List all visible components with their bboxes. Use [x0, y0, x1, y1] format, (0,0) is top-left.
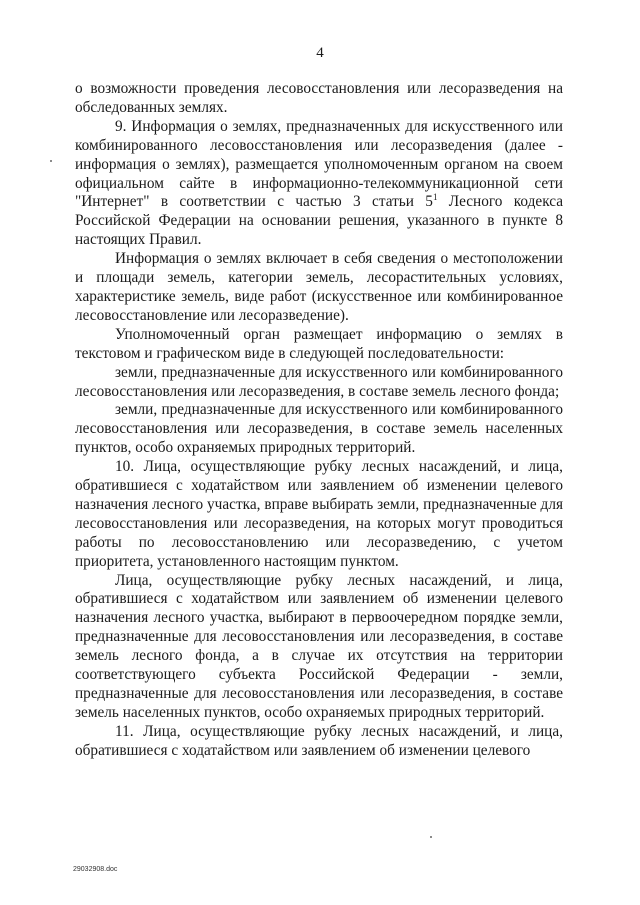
document-body — [75, 80, 563, 761]
page-number: 4 — [316, 45, 324, 61]
clause-9-text: 9. Информация о землях, предназначенных для искусственного или комбинированного лесовосстановления или лесоразведения (далее - информация о землях), размещается уполномоченным органом на своем официальном сайте в информационно-телекоммуникационной сети "Интернет" в соответствии с частью 3 статьи 5 — [75, 117, 563, 211]
scan-speck — [50, 160, 52, 162]
clause-9-text-end: Лесного кодекса Российской Федерации на основании решения, указанного в пункте 8 настоящих Правил. — [75, 193, 564, 249]
paragraph-clause-10: 10. Лица, осуществляющие рубку лесных насаждений, и лица, обратившиеся с ходатайством или заявлением об изменении целевого назначения лесного участка, вправе выбирать земли, предназначенные для лесовосстановления или лесоразведения, на которых могут проводиться работы по лесовосстановлению или лесоразведению, с учетом приоритета, установленного настоящим пунктом. — [75, 458, 563, 570]
scan-speck — [430, 836, 432, 838]
paragraph-publication-order: Уполномоченный орган размещает информацию о землях в текстовом и графическом виде в следующей последовательности: — [75, 325, 563, 362]
paragraph-forest-fund-lands: земли, предназначенные для искусственного или комбинированного лесовосстановления или лесоразведения, в составе земель лесного фонда; — [75, 363, 563, 400]
paragraph-land-info: Информация о землях включает в себя сведения о местоположении и площади земель, категории земель, лесорастительных условиях, характеристике земель, виде работ (искусственное или комбинированное лесовосстановление или лесоразведение). — [75, 250, 563, 324]
paragraph-clause-9 — [75, 118, 563, 250]
paragraph-priority-order: Лица, осуществляющие рубку лесных насаждений, и лица, обратившиеся с ходатайством или заявлением об изменении целевого назначения лесного участка, выбирают в первоочередном порядке земли, предназначенные для лесовосстановления или лесоразведения, в составе земель лесного фонда, а в случае их отсутствия на территории соответствующего субъекта Российской Федерации - земли, предназначенные для лесовосстановления или лесоразведения, в составе земель населенных пунктов, особо охраняемых природных территорий. — [75, 571, 563, 721]
paragraph-continuation: о возможности проведения лесовосстановления или лесоразведения на обследованных землях. — [75, 80, 563, 116]
paragraph-settlement-lands: земли, предназначенные для искусственного или комбинированного лесовосстановления или лесоразведения, в составе земель населенных пунктов, особо охраняемых природных территорий. — [75, 401, 563, 457]
article-superscript: 1 — [432, 192, 438, 203]
paragraph-clause-11: 11. Лица, осуществляющие рубку лесных насаждений, и лица, обратившиеся с ходатайством или заявлением об изменении целевого — [75, 722, 563, 759]
document-file-code: 29032908.doc — [73, 866, 118, 873]
